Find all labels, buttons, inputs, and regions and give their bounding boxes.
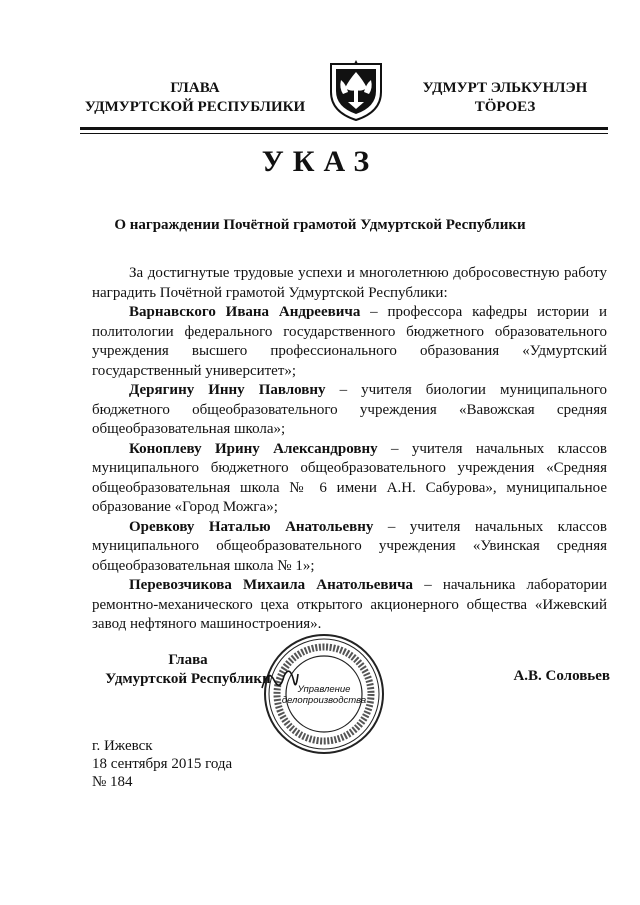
footer-city: г. Ижевск <box>92 738 153 754</box>
header-divider-thin <box>80 133 608 134</box>
awardee-description: – начальника лаборатории ремонтно-механического цеха открытого акционерного общества «Ижевский завод нефтяного машиностроения». <box>92 577 607 632</box>
header-left-line2: УДМУРТСКОЙ РЕСПУБЛИКИ <box>84 99 306 115</box>
awardee-paragraph <box>92 303 607 381</box>
header-right-line1: УДМУРТ ЭЛЬКУНЛЭН <box>422 80 588 96</box>
awardee-paragraph <box>92 576 607 635</box>
awardee-name: Варнавского Ивана Андреевича <box>129 304 361 320</box>
awardee-name: Дерягину Инну Павловну <box>129 382 326 398</box>
header-left-line1: ГЛАВА <box>170 80 220 96</box>
signatory-position-line1: Глава <box>168 652 208 668</box>
document-body <box>92 264 607 635</box>
header-right-line2: ТӦРОЕЗ <box>474 99 536 115</box>
stamp-center-line2: делопроизводства <box>281 695 367 706</box>
document-subject: О награждении Почётной грамотой Удмуртской Республики <box>114 217 526 233</box>
awardee-description: – учителя биологии муниципального бюджетного общеобразовательного учреждения «Вавожская средняя общеобразовательная школа»; <box>92 382 607 437</box>
header-divider-thick <box>80 127 608 130</box>
header-left <box>80 79 310 117</box>
awardee-description: – учителя начальных классов муниципального бюджетного общеобразовательного учреждения «Средняя общеобразовательная школа № 6 имени А.Н. Сабурова», муниципальное образование «Город Можга»; <box>92 440 607 515</box>
signatory-name: А.В. Соловьев <box>513 668 610 684</box>
awardee-description: – учителя начальных классов муниципального общеобразовательного учреждения «Увинская средняя общеобразовательная школа № 1»; <box>92 518 607 574</box>
awardee-name: Перевозчикова Михаила Анатольевича <box>129 577 414 593</box>
handwritten-signature <box>260 662 300 696</box>
signatory-position-line2: Удмуртской Республики <box>105 671 271 687</box>
stamp-center-line1: Управление <box>297 684 351 695</box>
signatory-position <box>98 651 278 689</box>
footer-date: 18 сентября 2015 года <box>92 756 233 772</box>
intro-paragraph: За достигнутые трудовые успехи и многолетнюю добросовестную работу наградить Почётной грамотой Удмуртской Республики: <box>92 265 607 301</box>
awardee-paragraph <box>92 440 607 518</box>
awardee-paragraph <box>92 381 607 440</box>
udmurt-coat-of-arms-icon <box>327 58 385 122</box>
footer-number: № 184 <box>92 774 133 790</box>
document-footer <box>92 737 232 791</box>
awardee-name: Оревкову Наталью Анатольевну <box>129 518 374 535</box>
document-title: УКАЗ <box>261 145 379 178</box>
awardee-name: Коноплеву Ирину Александровну <box>129 440 378 457</box>
header-right <box>400 79 610 117</box>
awardee-description: – профессора кафедры истории и политологии федерального государственного бюджетного образовательного учреждения высшего профессионального образования «Удмуртский государственный университет»; <box>92 304 607 379</box>
awardee-paragraph <box>92 518 607 577</box>
